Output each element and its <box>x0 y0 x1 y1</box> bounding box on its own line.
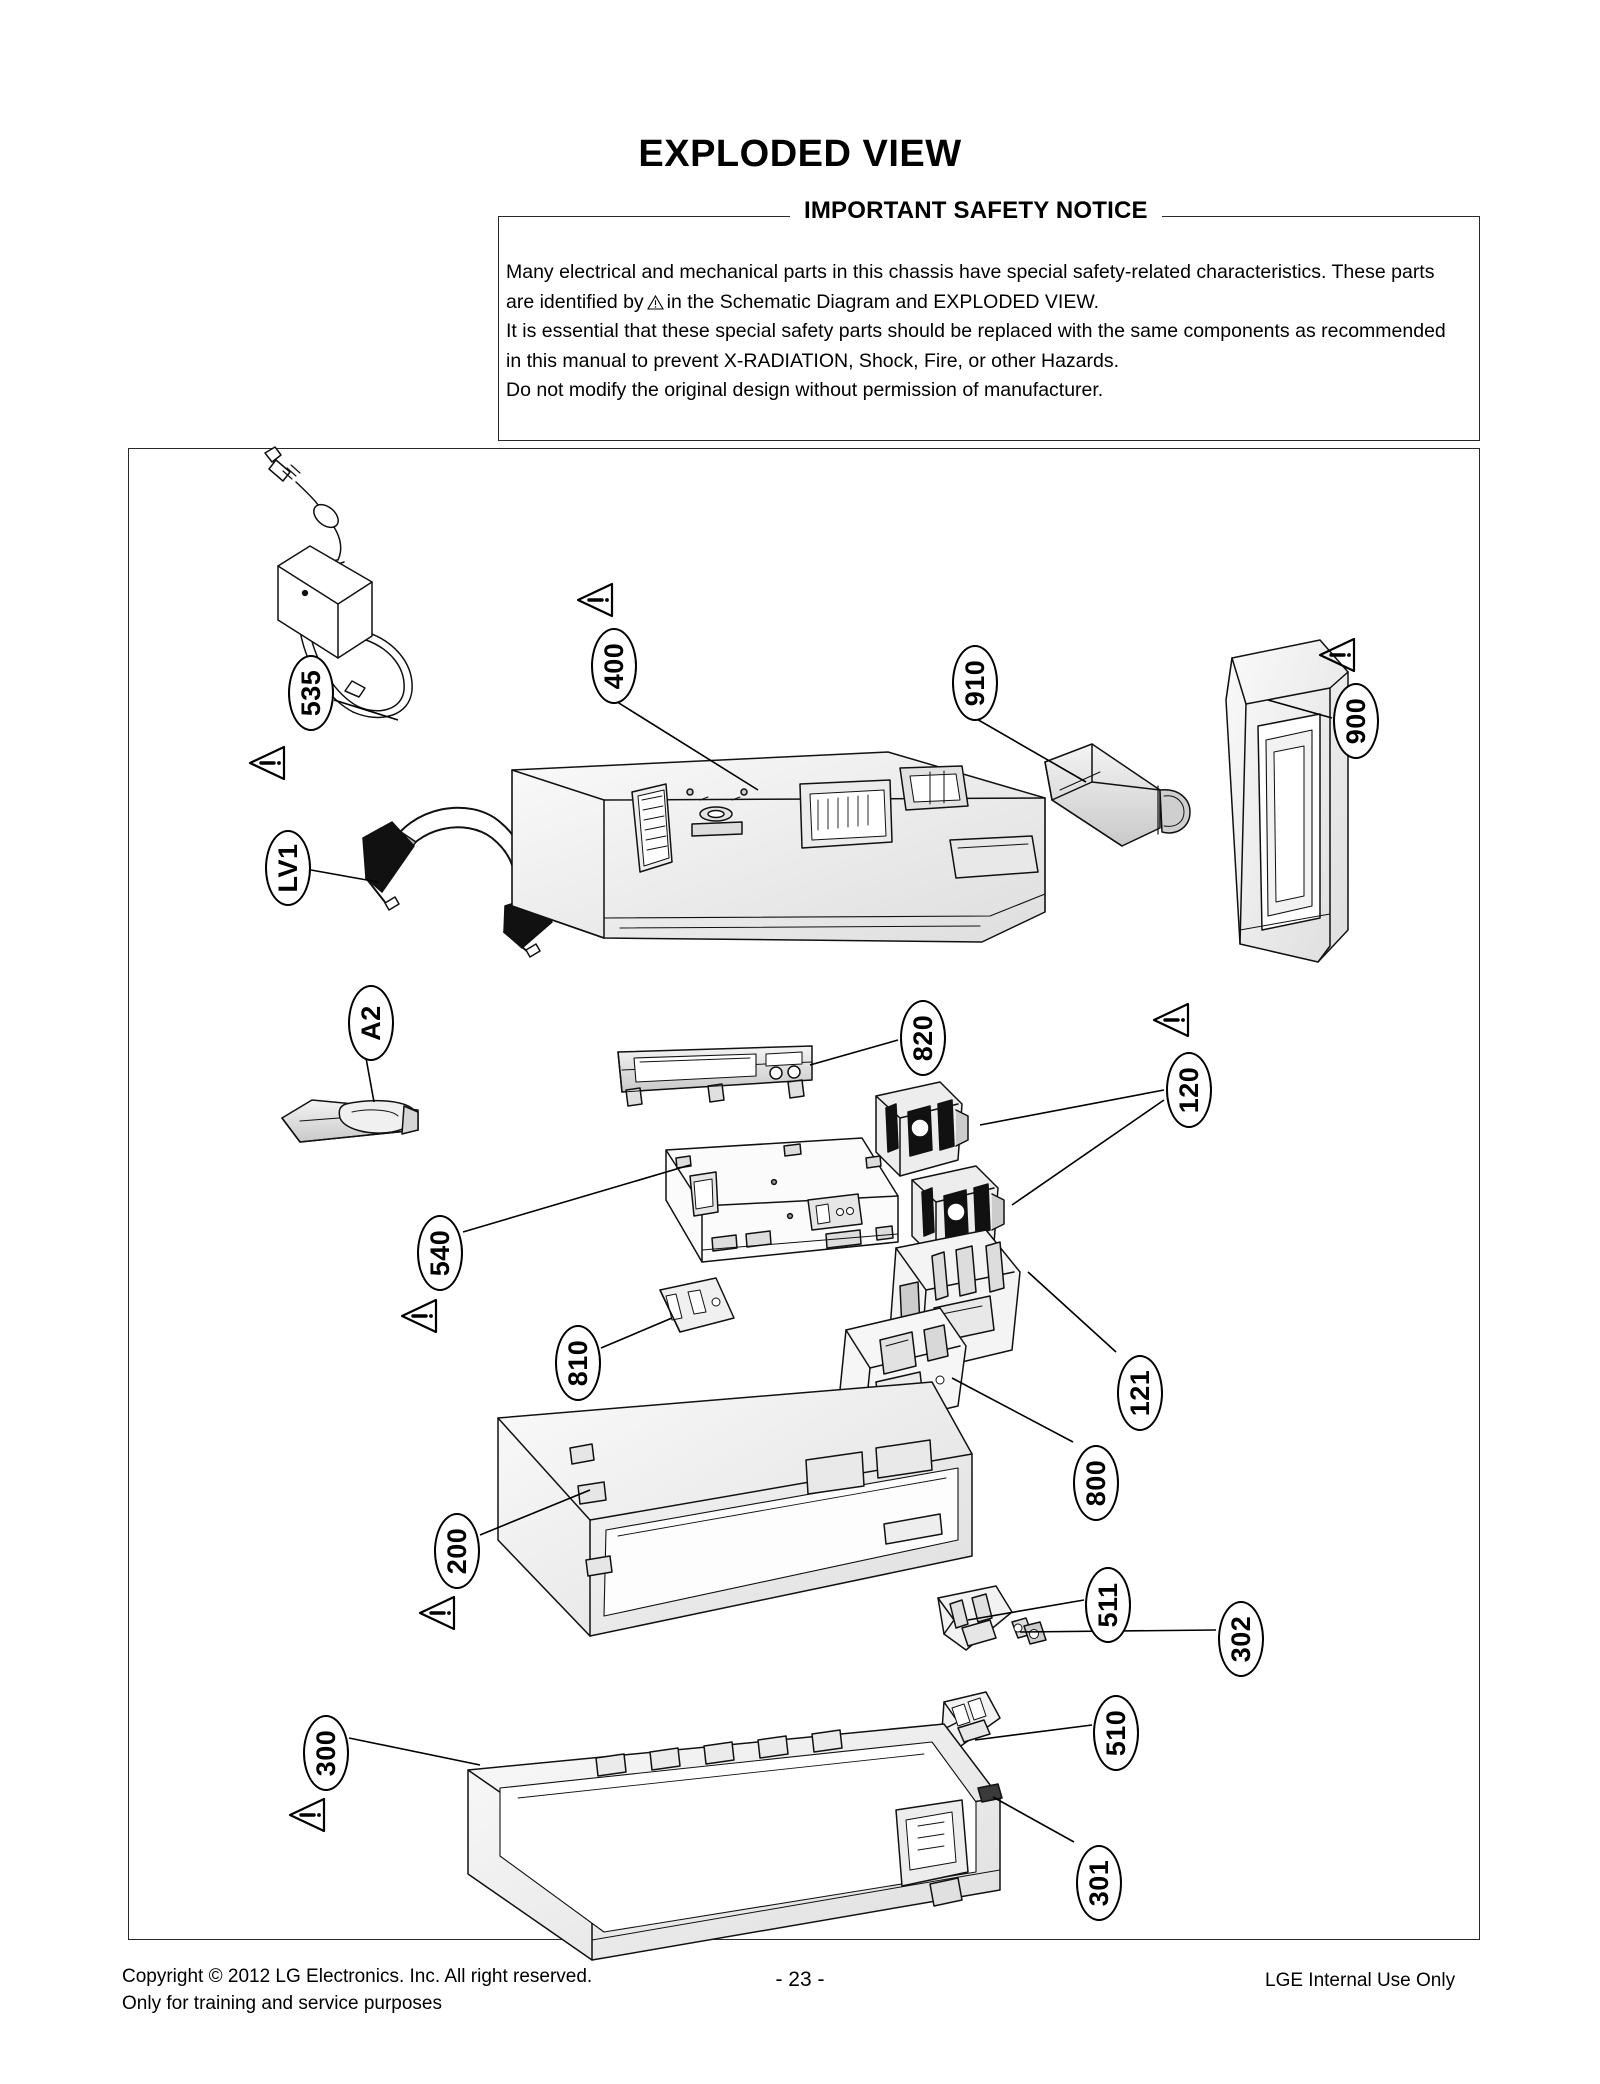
callout-label-810: 810 <box>562 1339 593 1387</box>
warning-triangle-icon-300 <box>288 1797 328 1833</box>
notice-line-2b: in the Schematic Diagram and EXPLODED VIEW. <box>666 290 1100 313</box>
callout-label-200: 200 <box>441 1527 472 1575</box>
callout-label-800: 800 <box>1080 1459 1111 1507</box>
callout-121 <box>1117 1355 1163 1431</box>
notice-line-3: It is essential that these special safety parts should be replaced with the same components as recommended <box>506 320 1446 342</box>
callout-511 <box>1085 1567 1131 1643</box>
warning-triangle-icon-900 <box>1318 637 1358 673</box>
footer-copyright-line-2: Only for training and service purposes <box>122 1993 442 2014</box>
part-200-middle-chassis <box>498 1382 972 1636</box>
part-300-front-cabinet <box>468 1724 1000 1960</box>
part-511-side-bracket <box>938 1586 1012 1650</box>
callout-label-910: 910 <box>959 659 990 707</box>
callout-label-510: 510 <box>1100 1709 1131 1757</box>
callout-label-300: 300 <box>310 1729 341 1777</box>
part-820-speaker-bar <box>618 1046 812 1106</box>
notice-line-4: in this manual to prevent X-RADIATION, Shock, Fire, or other Hazards. <box>506 349 1120 372</box>
callout-label-120: 120 <box>1173 1066 1204 1114</box>
callout-510 <box>1093 1695 1139 1771</box>
warning-triangle-icon-200 <box>418 1595 458 1631</box>
callout-label-301: 301 <box>1083 1859 1114 1907</box>
part-301-small-clip <box>978 1784 1002 1802</box>
callout-label-540: 540 <box>424 1229 455 1277</box>
part-900-stand-base <box>1226 640 1348 962</box>
callout-820 <box>900 1000 946 1076</box>
part-400-rear-cover <box>512 752 1045 942</box>
callout-label-400: 400 <box>598 642 629 690</box>
callout-label-511: 511 <box>1092 1582 1123 1628</box>
part-302-clip-set <box>1012 1618 1046 1644</box>
callout-LV1 <box>265 830 311 906</box>
footer-copyright-line-1: Copyright © 2012 LG Electronics. Inc. All right reserved. <box>122 1966 593 1987</box>
callout-A2 <box>348 985 394 1061</box>
warning-triangle-icon-120 <box>1152 1002 1192 1038</box>
callout-810 <box>555 1325 601 1401</box>
callout-400 <box>591 628 637 704</box>
callout-label-121: 121 <box>1124 1369 1155 1417</box>
part-A2-remote-control <box>282 1100 418 1142</box>
callout-label-A2: A2 <box>355 1005 386 1041</box>
callout-535 <box>288 655 334 731</box>
warning-triangle-icon-535 <box>248 745 288 781</box>
callout-301 <box>1076 1845 1122 1921</box>
callout-label-900: 900 <box>1340 697 1371 745</box>
footer-page-number: - 23 - <box>775 1968 825 1991</box>
callout-label-302: 302 <box>1225 1615 1256 1663</box>
callout-900 <box>1333 683 1379 759</box>
page-title: EXPLODED VIEW <box>638 133 962 175</box>
warning-triangle-icon-400 <box>576 582 616 618</box>
callout-540 <box>417 1215 463 1291</box>
callout-910 <box>952 645 998 721</box>
part-810-key-board <box>660 1278 734 1332</box>
part-120-hinge-bracket-upper <box>876 1082 968 1176</box>
callout-label-LV1: LV1 <box>272 843 303 893</box>
notice-line-1: Many electrical and mechanical parts in this chassis have special safety-related characteristics. These parts <box>506 261 1435 283</box>
safety-notice-heading: IMPORTANT SAFETY NOTICE <box>790 197 1162 225</box>
callout-300 <box>303 1715 349 1791</box>
part-540-main-pcb <box>666 1138 898 1262</box>
notice-line-2a: are identified by <box>506 290 644 313</box>
callout-200 <box>434 1513 480 1589</box>
notice-line-5: Do not modify the original design without permission of manufacturer. <box>506 379 1104 401</box>
callout-label-820: 820 <box>907 1014 938 1062</box>
callout-800 <box>1073 1445 1119 1521</box>
callout-label-535: 535 <box>295 669 326 717</box>
part-910-stand-neck <box>1045 744 1190 846</box>
callout-302 <box>1218 1601 1264 1677</box>
footer-confidentiality: LGE Internal Use Only <box>1265 1970 1456 1991</box>
callout-120 <box>1166 1052 1212 1128</box>
warning-triangle-icon-540 <box>400 1298 440 1334</box>
